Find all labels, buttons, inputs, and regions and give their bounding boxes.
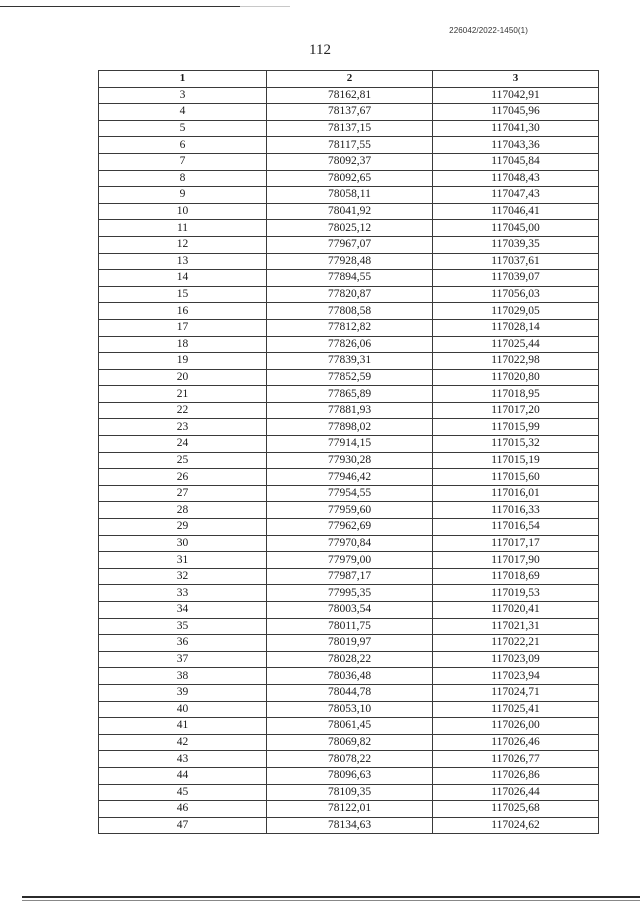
table-row [99, 519, 599, 536]
top-rule-faint [240, 6, 290, 7]
x-coordinate-cell: 78019,97 [267, 635, 433, 652]
x-coordinate-cell: 77962,69 [267, 519, 433, 536]
y-coordinate-cell: 117025,41 [433, 701, 599, 718]
point-number-cell: 47 [99, 817, 267, 834]
table-row [99, 718, 599, 735]
y-coordinate-cell: 117018,95 [433, 386, 599, 403]
table-row [99, 319, 599, 336]
point-number-cell: 14 [99, 270, 267, 287]
y-coordinate-cell: 117028,14 [433, 319, 599, 336]
table-row [99, 104, 599, 121]
y-coordinate-cell: 117056,03 [433, 286, 599, 303]
y-coordinate-cell: 117046,41 [433, 203, 599, 220]
top-rule [0, 6, 240, 7]
table-row [99, 469, 599, 486]
y-coordinate-cell: 117025,68 [433, 801, 599, 818]
y-coordinate-cell: 117039,07 [433, 270, 599, 287]
y-coordinate-cell: 117022,21 [433, 635, 599, 652]
table-row [99, 436, 599, 453]
x-coordinate-cell: 77808,58 [267, 303, 433, 320]
table-row [99, 170, 599, 187]
table-row [99, 137, 599, 154]
y-coordinate-cell: 117045,96 [433, 104, 599, 121]
point-number-cell: 17 [99, 319, 267, 336]
y-coordinate-cell: 117016,54 [433, 519, 599, 536]
table-row [99, 87, 599, 104]
y-coordinate-cell: 117016,01 [433, 485, 599, 502]
x-coordinate-cell: 77852,59 [267, 369, 433, 386]
x-coordinate-cell: 77987,17 [267, 568, 433, 585]
x-coordinate-cell: 78011,75 [267, 618, 433, 635]
x-coordinate-cell: 78162,81 [267, 87, 433, 104]
table-row [99, 651, 599, 668]
point-number-cell: 24 [99, 436, 267, 453]
y-coordinate-cell: 117015,60 [433, 469, 599, 486]
x-coordinate-cell: 78044,78 [267, 684, 433, 701]
x-coordinate-cell: 77914,15 [267, 436, 433, 453]
table-row [99, 485, 599, 502]
point-number-cell: 29 [99, 519, 267, 536]
y-coordinate-cell: 117024,62 [433, 817, 599, 834]
point-number-cell: 11 [99, 220, 267, 237]
y-coordinate-cell: 117026,00 [433, 718, 599, 735]
table-row [99, 419, 599, 436]
y-coordinate-cell: 117017,90 [433, 552, 599, 569]
table-row [99, 303, 599, 320]
table-row [99, 386, 599, 403]
y-coordinate-cell: 117020,41 [433, 602, 599, 619]
y-coordinate-cell: 117021,31 [433, 618, 599, 635]
x-coordinate-cell: 78092,65 [267, 170, 433, 187]
x-coordinate-cell: 77865,89 [267, 386, 433, 403]
x-coordinate-cell: 78025,12 [267, 220, 433, 237]
x-coordinate-cell: 78036,48 [267, 668, 433, 685]
point-number-cell: 26 [99, 469, 267, 486]
y-coordinate-cell: 117042,91 [433, 87, 599, 104]
table-row [99, 220, 599, 237]
y-coordinate-cell: 117047,43 [433, 187, 599, 204]
point-number-cell: 20 [99, 369, 267, 386]
point-number-cell: 6 [99, 137, 267, 154]
x-coordinate-cell: 78041,92 [267, 203, 433, 220]
x-coordinate-cell: 77820,87 [267, 286, 433, 303]
x-coordinate-cell: 78053,10 [267, 701, 433, 718]
x-coordinate-cell: 77826,06 [267, 336, 433, 353]
point-number-cell: 12 [99, 236, 267, 253]
x-coordinate-cell: 78078,22 [267, 751, 433, 768]
x-coordinate-cell: 77839,31 [267, 353, 433, 370]
x-coordinate-cell: 78058,11 [267, 187, 433, 204]
x-coordinate-cell: 77898,02 [267, 419, 433, 436]
table-row [99, 452, 599, 469]
y-coordinate-cell: 117015,19 [433, 452, 599, 469]
x-coordinate-cell: 77967,07 [267, 236, 433, 253]
table-row [99, 502, 599, 519]
point-number-cell: 32 [99, 568, 267, 585]
point-number-cell: 46 [99, 801, 267, 818]
table-row [99, 353, 599, 370]
table-row [99, 203, 599, 220]
table-row [99, 552, 599, 569]
table-row [99, 767, 599, 784]
point-number-cell: 19 [99, 353, 267, 370]
point-number-cell: 15 [99, 286, 267, 303]
x-coordinate-cell: 78003,54 [267, 602, 433, 619]
point-number-cell: 13 [99, 253, 267, 270]
y-coordinate-cell: 117015,99 [433, 419, 599, 436]
point-number-cell: 39 [99, 684, 267, 701]
y-coordinate-cell: 117048,43 [433, 170, 599, 187]
table-row [99, 635, 599, 652]
point-number-cell: 8 [99, 170, 267, 187]
x-coordinate-cell: 77970,84 [267, 535, 433, 552]
y-coordinate-cell: 117017,17 [433, 535, 599, 552]
y-coordinate-cell: 117023,94 [433, 668, 599, 685]
table-header [99, 71, 599, 88]
table-row [99, 817, 599, 834]
x-coordinate-cell: 77959,60 [267, 502, 433, 519]
point-number-cell: 30 [99, 535, 267, 552]
column-header-3: 3 [433, 71, 599, 88]
y-coordinate-cell: 117019,53 [433, 585, 599, 602]
point-number-cell: 42 [99, 734, 267, 751]
table-row [99, 369, 599, 386]
point-number-cell: 22 [99, 402, 267, 419]
point-number-cell: 33 [99, 585, 267, 602]
point-number-cell: 16 [99, 303, 267, 320]
x-coordinate-cell: 77812,82 [267, 319, 433, 336]
point-number-cell: 41 [99, 718, 267, 735]
x-coordinate-cell: 77995,35 [267, 585, 433, 602]
point-number-cell: 34 [99, 602, 267, 619]
x-coordinate-cell: 78137,67 [267, 104, 433, 121]
point-number-cell: 21 [99, 386, 267, 403]
x-coordinate-cell: 78117,55 [267, 137, 433, 154]
y-coordinate-cell: 117022,98 [433, 353, 599, 370]
y-coordinate-cell: 117024,71 [433, 684, 599, 701]
y-coordinate-cell: 117039,35 [433, 236, 599, 253]
point-number-cell: 10 [99, 203, 267, 220]
header-row [99, 71, 599, 88]
point-number-cell: 37 [99, 651, 267, 668]
table-row [99, 236, 599, 253]
table-row [99, 734, 599, 751]
point-number-cell: 18 [99, 336, 267, 353]
table-row [99, 801, 599, 818]
point-number-cell: 40 [99, 701, 267, 718]
y-coordinate-cell: 117025,44 [433, 336, 599, 353]
y-coordinate-cell: 117026,86 [433, 767, 599, 784]
table-row [99, 784, 599, 801]
table-row [99, 568, 599, 585]
table-body [99, 87, 599, 834]
point-number-cell: 28 [99, 502, 267, 519]
table-row [99, 701, 599, 718]
point-number-cell: 27 [99, 485, 267, 502]
bottom-rule-thin [22, 900, 640, 901]
table-row [99, 618, 599, 635]
x-coordinate-cell: 78134,63 [267, 817, 433, 834]
x-coordinate-cell: 78122,01 [267, 801, 433, 818]
point-number-cell: 5 [99, 120, 267, 137]
x-coordinate-cell: 77979,00 [267, 552, 433, 569]
table-row [99, 751, 599, 768]
x-coordinate-cell: 78028,22 [267, 651, 433, 668]
y-coordinate-cell: 117043,36 [433, 137, 599, 154]
point-number-cell: 35 [99, 618, 267, 635]
bottom-rule [22, 896, 640, 898]
table-row [99, 402, 599, 419]
x-coordinate-cell: 77954,55 [267, 485, 433, 502]
table-row [99, 253, 599, 270]
coordinates-table [98, 70, 599, 834]
y-coordinate-cell: 117026,44 [433, 784, 599, 801]
x-coordinate-cell: 78061,45 [267, 718, 433, 735]
y-coordinate-cell: 117041,30 [433, 120, 599, 137]
x-coordinate-cell: 78096,63 [267, 767, 433, 784]
column-header-2: 2 [267, 71, 433, 88]
table-row [99, 286, 599, 303]
x-coordinate-cell: 77930,28 [267, 452, 433, 469]
table-row [99, 336, 599, 353]
table-row [99, 602, 599, 619]
y-coordinate-cell: 117018,69 [433, 568, 599, 585]
table-row [99, 668, 599, 685]
y-coordinate-cell: 117045,84 [433, 153, 599, 170]
y-coordinate-cell: 117045,00 [433, 220, 599, 237]
y-coordinate-cell: 117023,09 [433, 651, 599, 668]
x-coordinate-cell: 77881,93 [267, 402, 433, 419]
table-row [99, 585, 599, 602]
point-number-cell: 45 [99, 784, 267, 801]
x-coordinate-cell: 77946,42 [267, 469, 433, 486]
point-number-cell: 43 [99, 751, 267, 768]
table-row [99, 153, 599, 170]
x-coordinate-cell: 78109,35 [267, 784, 433, 801]
table-row [99, 684, 599, 701]
point-number-cell: 36 [99, 635, 267, 652]
point-number-cell: 9 [99, 187, 267, 204]
y-coordinate-cell: 117015,32 [433, 436, 599, 453]
x-coordinate-cell: 78092,37 [267, 153, 433, 170]
table-row [99, 270, 599, 287]
point-number-cell: 4 [99, 104, 267, 121]
y-coordinate-cell: 117020,80 [433, 369, 599, 386]
y-coordinate-cell: 117016,33 [433, 502, 599, 519]
point-number-cell: 3 [99, 87, 267, 104]
point-number-cell: 23 [99, 419, 267, 436]
table-row [99, 187, 599, 204]
column-header-1: 1 [99, 71, 267, 88]
y-coordinate-cell: 117029,05 [433, 303, 599, 320]
x-coordinate-cell: 77894,55 [267, 270, 433, 287]
x-coordinate-cell: 77928,48 [267, 253, 433, 270]
point-number-cell: 31 [99, 552, 267, 569]
point-number-cell: 38 [99, 668, 267, 685]
y-coordinate-cell: 117017,20 [433, 402, 599, 419]
page-number: 112 [309, 42, 331, 58]
x-coordinate-cell: 78069,82 [267, 734, 433, 751]
document-id: 226042/2022-1450(1) [449, 26, 528, 35]
point-number-cell: 25 [99, 452, 267, 469]
y-coordinate-cell: 117026,77 [433, 751, 599, 768]
table-row [99, 120, 599, 137]
point-number-cell: 7 [99, 153, 267, 170]
x-coordinate-cell: 78137,15 [267, 120, 433, 137]
y-coordinate-cell: 117037,61 [433, 253, 599, 270]
y-coordinate-cell: 117026,46 [433, 734, 599, 751]
point-number-cell: 44 [99, 767, 267, 784]
table-row [99, 535, 599, 552]
